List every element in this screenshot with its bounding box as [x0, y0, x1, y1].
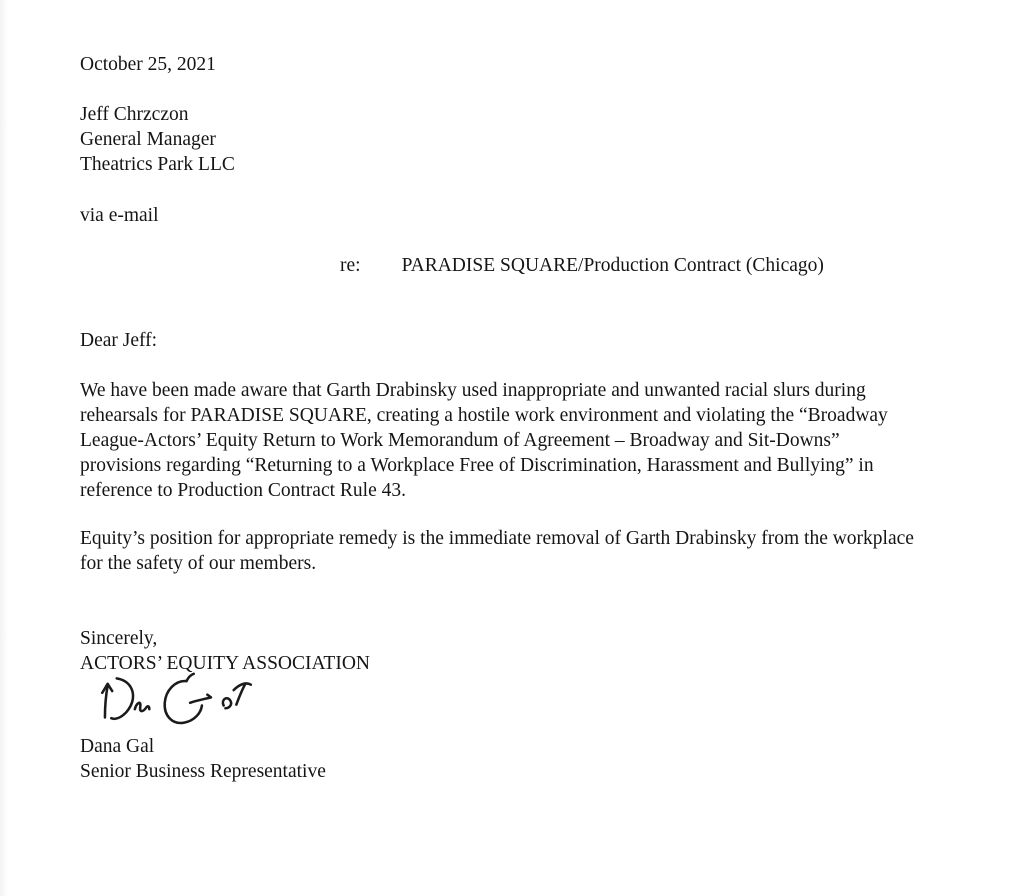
- signer-name: Dana Gal: [80, 736, 155, 757]
- reference-subject: PARADISE SQUARE/Production Contract (Chicago): [401, 255, 824, 276]
- letter-date: October 25, 2021: [80, 54, 216, 75]
- signer-title: Senior Business Representative: [80, 761, 326, 782]
- recipient-address-block: [80, 102, 914, 177]
- recipient-title: General Manager: [80, 129, 216, 150]
- reference-line: [80, 253, 914, 278]
- recipient-name: Jeff Chrzczon: [80, 104, 189, 125]
- scan-edge-shading: [0, 0, 8, 896]
- body-paragraph-2: Equity’s position for appropriate remedy is the immediate removal of Garth Drabinsky from the workplace for the safety of our members.: [80, 528, 914, 574]
- organization-name: ACTORS’ EQUITY ASSOCIATION: [80, 653, 370, 674]
- reference-label: re:: [340, 255, 361, 276]
- handwritten-signature: [72, 672, 914, 730]
- letter-content: [80, 52, 914, 784]
- salutation: Dear Jeff:: [80, 330, 158, 351]
- valediction: Sincerely,: [80, 628, 158, 649]
- body-paragraph-1: We have been made aware that Garth Drabinsky used inappropriate and unwanted racial slurs during rehearsals for PARADISE SQUARE, creating a hostile work environment and violating the “Broadway League-Actors’ Equity Return to Work Memorandum of Agreement – Broadway and Sit-Downs” provisions regarding “Returning to a Workplace Free of Discrimination, Harassment and Bullying” in reference to Production Contract Rule 43.: [80, 380, 888, 501]
- recipient-company: Theatrics Park LLC: [80, 154, 235, 175]
- closing-block: [80, 626, 914, 676]
- signature-scribble-svg: [72, 672, 272, 730]
- delivery-method: via e-mail: [80, 205, 159, 226]
